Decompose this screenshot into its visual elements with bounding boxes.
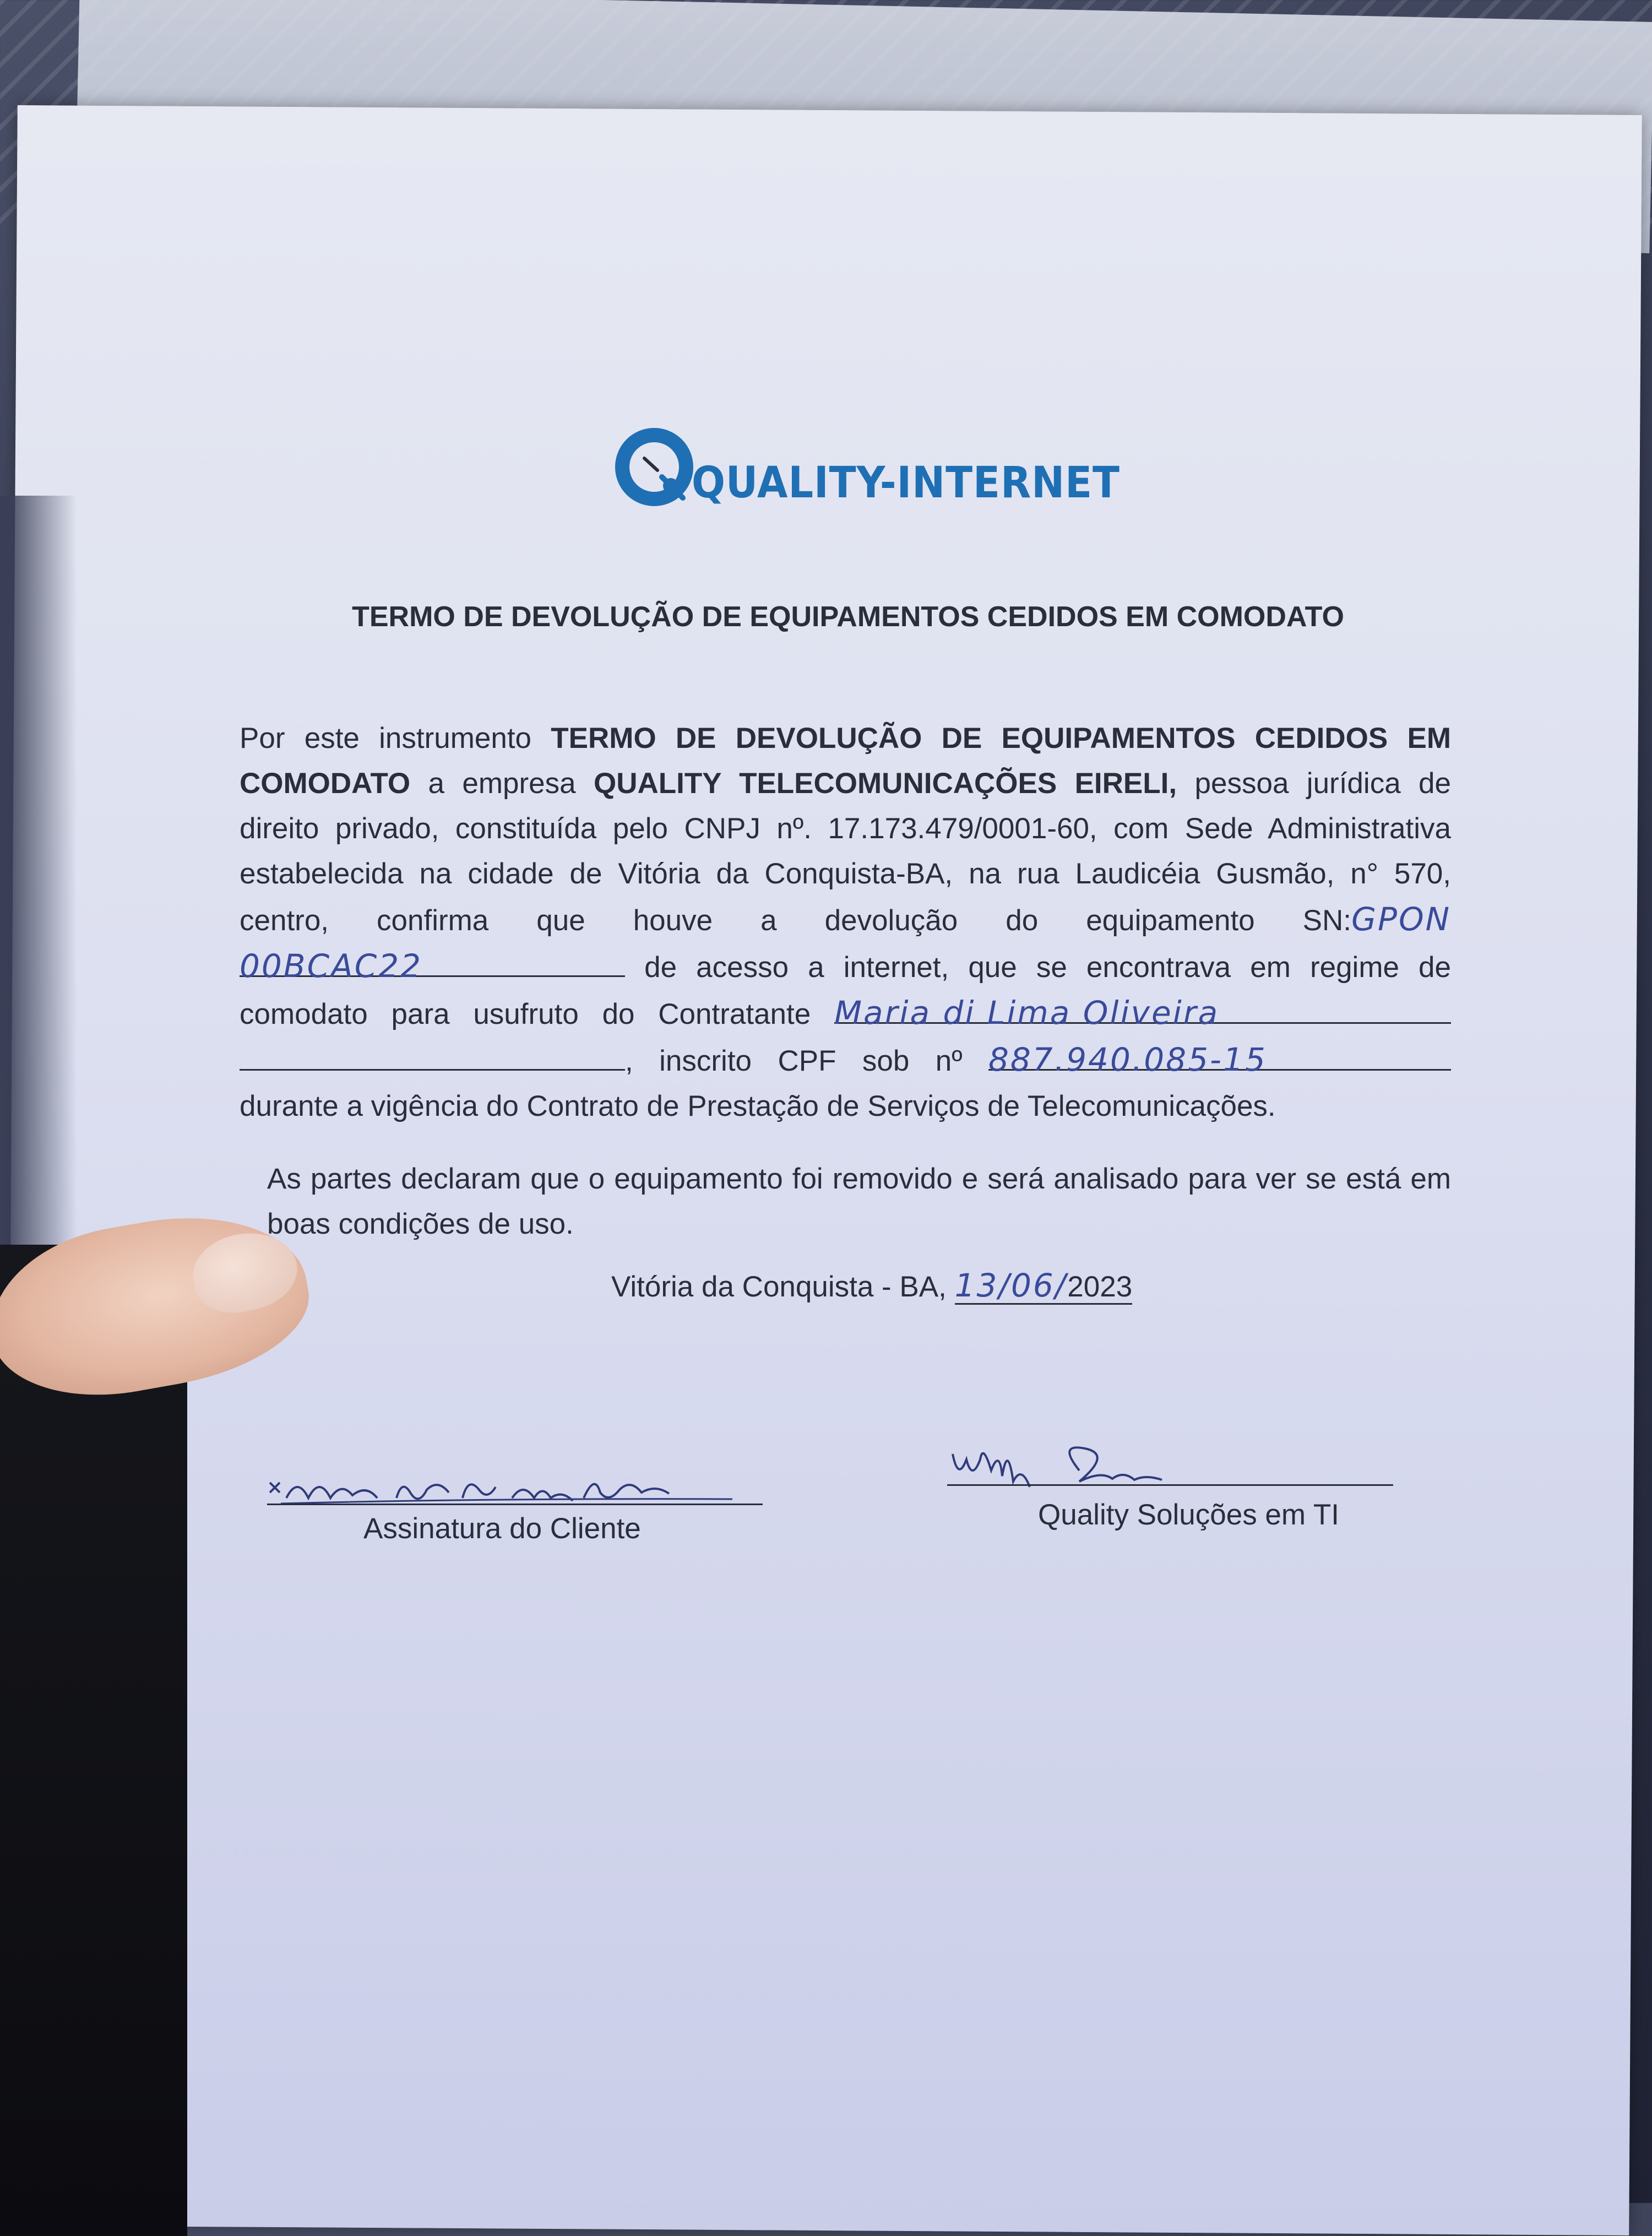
body-rest-1: pessoa jurídica de direito privado, constituída pelo CNPJ nº. 17.173.479/0001-60, com Sede Administrativa estabelecida na cidade de Vitória da Conquista-BA, na rua Laudicéia Gusmão, n° 570, centro, confirma que houve a devolução do equipamento SN: [240, 767, 1452, 937]
body-term-bold: TERMO DE DEVOLUÇÃO DE EQUIPAMENTOS CEDIDOS EM COMODATO [240, 722, 1451, 800]
date-handwritten: 13/06/ [954, 1267, 1068, 1304]
company-signature [947, 1432, 1256, 1493]
company-signature-line [947, 1484, 1393, 1486]
cpf-label: , inscrito CPF sob nº [625, 1045, 963, 1077]
date-year: 2023 [1067, 1271, 1133, 1303]
place-date [611, 1267, 1132, 1304]
logo-text: QUALITY-INTERNET [692, 458, 1120, 508]
client-signature-label: Assinatura do Cliente [363, 1512, 641, 1545]
company-signature-label: Quality Soluções em TI [1038, 1499, 1339, 1531]
contratante-line-2 [240, 1037, 625, 1071]
body-intro: Por este instrumento [240, 722, 532, 755]
place-text: Vitória da Conquista - BA, [611, 1271, 947, 1303]
body-rest-3: durante a vigência do Contrato de Prestação de Serviços de Telecomunicações. [240, 1090, 1276, 1122]
body-a-empresa: a empresa [428, 767, 576, 800]
body-rest-2: de acesso a internet, que se encontrava em regime de comodato para usufruto do Contratante [240, 951, 1451, 1030]
body-company-bold: QUALITY TELECOMUNICAÇÕES EIRELI, [594, 767, 1177, 800]
document-body [240, 716, 1451, 1129]
document-title: TERMO DE DEVOLUÇÃO DE EQUIPAMENTOS CEDIDOS EM COMODATO [352, 601, 1344, 633]
sn-line [240, 943, 625, 985]
logo-q-icon [611, 424, 699, 512]
contratante-line [834, 990, 1451, 1032]
company-logo [611, 413, 1158, 512]
cpf-line [988, 1037, 1451, 1078]
date-value [954, 1267, 1133, 1305]
cpf-handwritten: 887.940.085-15 [988, 1041, 1267, 1078]
declaration-paragraph: As partes declaram que o equipamento foi removido e será analisado para ver se está em boas condições de uso. [267, 1163, 1451, 1240]
page-shadow-edge [0, 496, 77, 1322]
sn-handwritten-2: 00BCAC22 [240, 947, 423, 985]
sn-handwritten-1: GPON [1351, 900, 1451, 938]
client-signature-line [267, 1504, 763, 1505]
contratante-handwritten: Maria di Lima Oliveira [834, 994, 1220, 1032]
client-signature [264, 1454, 760, 1509]
